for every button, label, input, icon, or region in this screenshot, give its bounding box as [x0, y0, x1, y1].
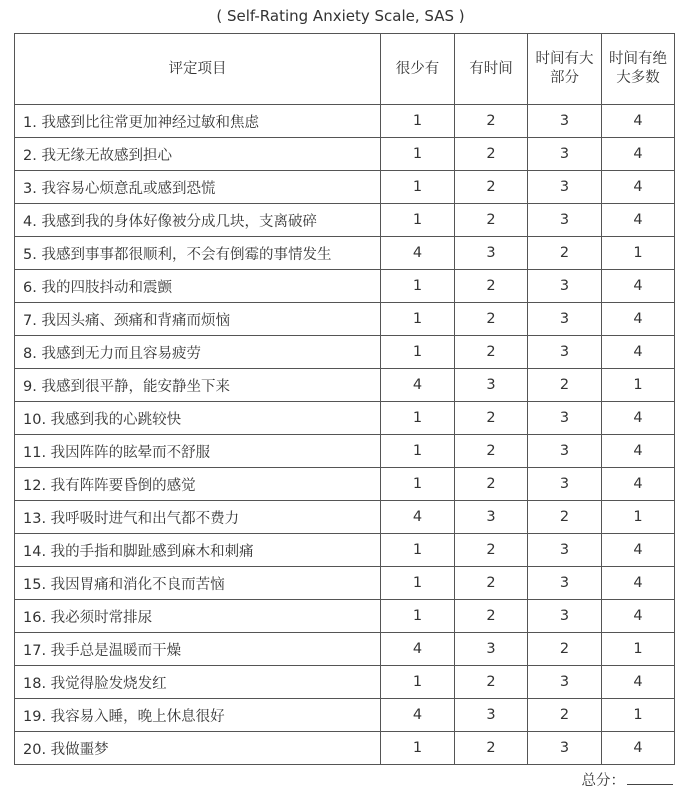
- score-cell: 4: [602, 435, 675, 468]
- table-row: [15, 534, 675, 567]
- score-cell: 1: [602, 501, 675, 534]
- score-cell: 1: [381, 303, 455, 336]
- score-cell: 2: [528, 369, 602, 402]
- item-text: 6. 我的四肢抖动和震颤: [15, 270, 381, 303]
- score-cell: 3: [455, 369, 528, 402]
- score-cell: 4: [381, 501, 455, 534]
- score-cell: 3: [528, 567, 602, 600]
- score-cell: 2: [455, 270, 528, 303]
- item-text: 15. 我因胃痛和消化不良而苦恼: [15, 567, 381, 600]
- score-cell: 3: [528, 303, 602, 336]
- score-cell: 4: [602, 732, 675, 765]
- score-cell: 2: [455, 105, 528, 138]
- item-text: 5. 我感到事事都很顺利，不会有倒霉的事情发生: [15, 237, 381, 270]
- item-text: 14. 我的手指和脚趾感到麻木和刺痛: [15, 534, 381, 567]
- score-cell: 1: [602, 633, 675, 666]
- table-row: [15, 204, 675, 237]
- score-cell: 1: [381, 567, 455, 600]
- score-cell: 1: [381, 171, 455, 204]
- score-cell: 2: [455, 171, 528, 204]
- score-cell: 4: [602, 171, 675, 204]
- score-cell: 2: [455, 435, 528, 468]
- item-text: 17. 我手总是温暖而干燥: [15, 633, 381, 666]
- table-row: [15, 303, 675, 336]
- score-cell: 3: [455, 633, 528, 666]
- table-row: [15, 402, 675, 435]
- score-cell: 1: [381, 105, 455, 138]
- score-cell: 4: [602, 270, 675, 303]
- score-cell: 3: [528, 270, 602, 303]
- score-cell: 1: [602, 369, 675, 402]
- table-body: [15, 105, 675, 765]
- score-cell: 2: [528, 633, 602, 666]
- score-cell: 1: [602, 237, 675, 270]
- item-text: 9. 我感到很平静，能安静坐下来: [15, 369, 381, 402]
- table-row: [15, 732, 675, 765]
- scale-title: ( Self-Rating Anxiety Scale, SAS ): [216, 7, 465, 25]
- score-cell: 3: [528, 435, 602, 468]
- score-cell: 2: [455, 732, 528, 765]
- score-cell: 4: [602, 303, 675, 336]
- total-score: [582, 770, 674, 791]
- table-row: [15, 435, 675, 468]
- table-row: [15, 567, 675, 600]
- score-cell: 1: [381, 402, 455, 435]
- table-row: [15, 270, 675, 303]
- score-cell: 3: [528, 402, 602, 435]
- score-cell: 4: [381, 369, 455, 402]
- score-cell: 3: [528, 666, 602, 699]
- item-text: 12. 我有阵阵要昏倒的感觉: [15, 468, 381, 501]
- item-text: 1. 我感到比往常更加神经过敏和焦虑: [15, 105, 381, 138]
- score-cell: 2: [455, 666, 528, 699]
- score-cell: 2: [455, 336, 528, 369]
- score-cell: 2: [455, 402, 528, 435]
- score-cell: 4: [602, 204, 675, 237]
- score-cell: 2: [455, 468, 528, 501]
- table-row: [15, 468, 675, 501]
- item-text: 2. 我无缘无故感到担心: [15, 138, 381, 171]
- table-row: [15, 600, 675, 633]
- item-text: 4. 我感到我的身体好像被分成几块，支离破碎: [15, 204, 381, 237]
- score-cell: 3: [528, 468, 602, 501]
- score-cell: 4: [602, 600, 675, 633]
- header-row: [15, 34, 675, 105]
- score-cell: 3: [528, 336, 602, 369]
- item-text: 16. 我必须时常排尿: [15, 600, 381, 633]
- total-score-label: 总分：: [581, 773, 625, 789]
- score-cell: 4: [602, 534, 675, 567]
- score-cell: 1: [381, 666, 455, 699]
- score-cell: 4: [602, 336, 675, 369]
- score-cell: 1: [381, 270, 455, 303]
- score-cell: 3: [528, 600, 602, 633]
- score-cell: 3: [528, 204, 602, 237]
- header-sometimes: 有时间: [455, 34, 528, 105]
- score-cell: 2: [455, 567, 528, 600]
- table-row: [15, 633, 675, 666]
- table-row: [15, 237, 675, 270]
- table-row: [15, 336, 675, 369]
- score-cell: 4: [381, 699, 455, 732]
- sas-table: [14, 33, 675, 765]
- score-cell: 3: [528, 171, 602, 204]
- score-cell: 1: [381, 468, 455, 501]
- item-text: 10. 我感到我的心跳较快: [15, 402, 381, 435]
- score-cell: 2: [455, 534, 528, 567]
- table-row: [15, 666, 675, 699]
- score-cell: 3: [455, 501, 528, 534]
- header-rarely: 很少有: [381, 34, 455, 105]
- header-item: 评定项目: [15, 34, 381, 105]
- score-cell: 2: [455, 204, 528, 237]
- item-text: 13. 我呼吸时进气和出气都不费力: [15, 501, 381, 534]
- score-cell: 1: [381, 204, 455, 237]
- score-cell: 1: [381, 138, 455, 171]
- header-most-time: 时间有大部分: [528, 34, 602, 105]
- score-cell: 2: [455, 600, 528, 633]
- score-cell: 1: [381, 732, 455, 765]
- score-cell: 4: [602, 402, 675, 435]
- score-cell: 4: [602, 105, 675, 138]
- score-cell: 2: [455, 303, 528, 336]
- table-row: [15, 105, 675, 138]
- score-cell: 4: [381, 237, 455, 270]
- item-text: 19. 我容易入睡，晚上休息很好: [15, 699, 381, 732]
- score-cell: 1: [381, 534, 455, 567]
- item-text: 8. 我感到无力而且容易疲劳: [15, 336, 381, 369]
- item-text: 3. 我容易心烦意乱或感到恐慌: [15, 171, 381, 204]
- score-cell: 4: [602, 666, 675, 699]
- table-row: [15, 138, 675, 171]
- score-cell: 1: [602, 699, 675, 732]
- score-cell: 2: [528, 501, 602, 534]
- score-cell: 4: [381, 633, 455, 666]
- table-row: [15, 369, 675, 402]
- score-cell: 2: [455, 138, 528, 171]
- score-cell: 4: [602, 138, 675, 171]
- total-score-blank[interactable]: [627, 770, 673, 785]
- table-row: [15, 171, 675, 204]
- score-cell: 3: [528, 138, 602, 171]
- score-cell: 3: [528, 732, 602, 765]
- table-row: [15, 501, 675, 534]
- score-cell: 4: [602, 468, 675, 501]
- item-text: 11. 我因阵阵的眩晕而不舒服: [15, 435, 381, 468]
- score-cell: 2: [528, 699, 602, 732]
- score-cell: 1: [381, 600, 455, 633]
- score-cell: 3: [528, 534, 602, 567]
- header-almost-all-time: 时间有绝大多数: [602, 34, 675, 105]
- item-text: 20. 我做噩梦: [15, 732, 381, 765]
- score-cell: 2: [528, 237, 602, 270]
- item-text: 7. 我因头痛、颈痛和背痛而烦恼: [15, 303, 381, 336]
- item-text: 18. 我觉得脸发烧发红: [15, 666, 381, 699]
- score-cell: 3: [455, 237, 528, 270]
- score-cell: 1: [381, 435, 455, 468]
- score-cell: 3: [455, 699, 528, 732]
- score-cell: 4: [602, 567, 675, 600]
- score-cell: 1: [381, 336, 455, 369]
- table-row: [15, 699, 675, 732]
- score-cell: 3: [528, 105, 602, 138]
